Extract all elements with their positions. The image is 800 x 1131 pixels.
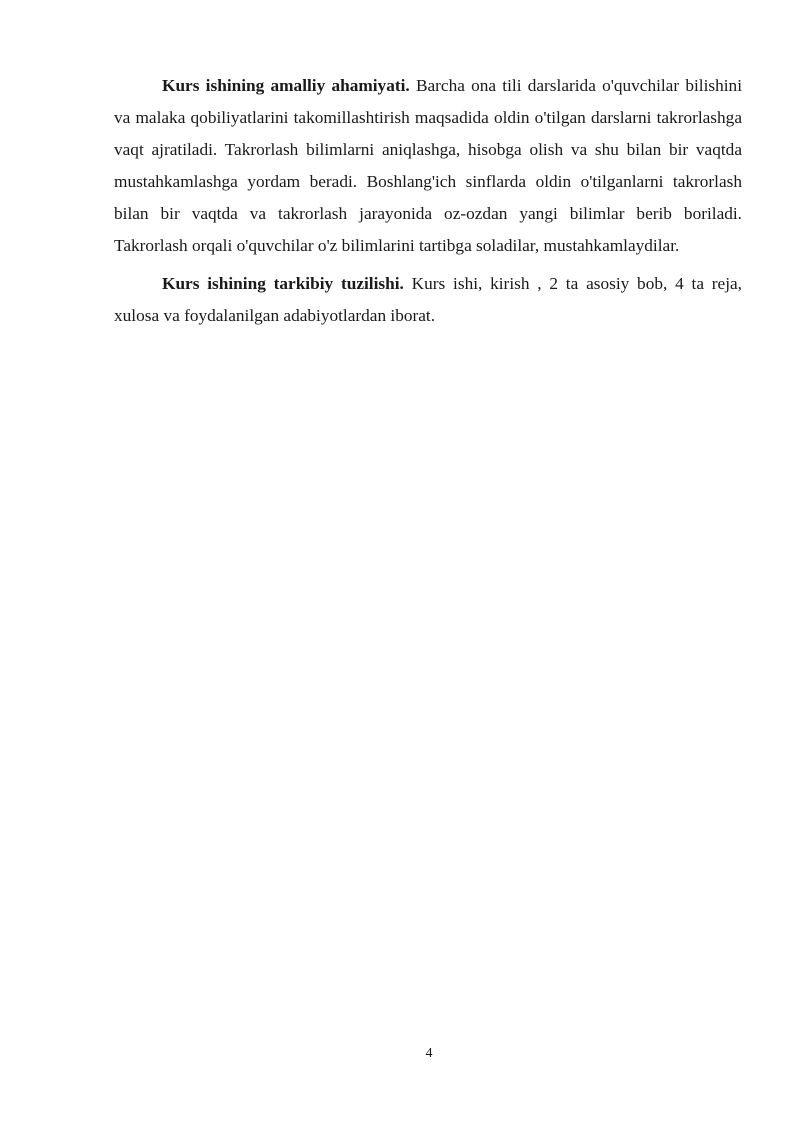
page-number-label: 4 [425, 1046, 433, 1061]
paragraph-text: Kurs ishi, kirish , 2 ta asosiy bob, 4 ta reja, xulosa va foydalanilgan adabiyotlardan iborat. [114, 274, 742, 325]
paragraph-text: Barcha ona tili darslarida o'quvchilar bilishini va malaka qobiliyatlarini takomillashtirish maqsadida oldin o'tilgan darslarni takrorlashga vaqt ajratiladi. Takrorlash bilimlarni aniqlashga, hisobga olish va shu bilan bir vaqtda mustahkamlashga yordam beradi. Boshlang'ich sinflarda oldin o'tilganlarni takrorlash bilan bir vaqtda va takrorlash jarayonida oz-ozdan yangi bilimlar berib boriladi. Takrorlash orqali o'quvchilar o'z bilimlarini tartibga soladilar, mustahkamlaydilar. [114, 76, 742, 255]
paragraph-heading: Kurs ishining tarkibiy tuzilishi. [162, 274, 404, 293]
paragraph-practical-significance [114, 70, 742, 262]
paragraph-structure [114, 268, 742, 332]
body-text [114, 70, 742, 338]
paragraph-heading: Kurs ishining amalliy ahamiyati. [162, 76, 410, 95]
page-number [0, 1046, 800, 1062]
